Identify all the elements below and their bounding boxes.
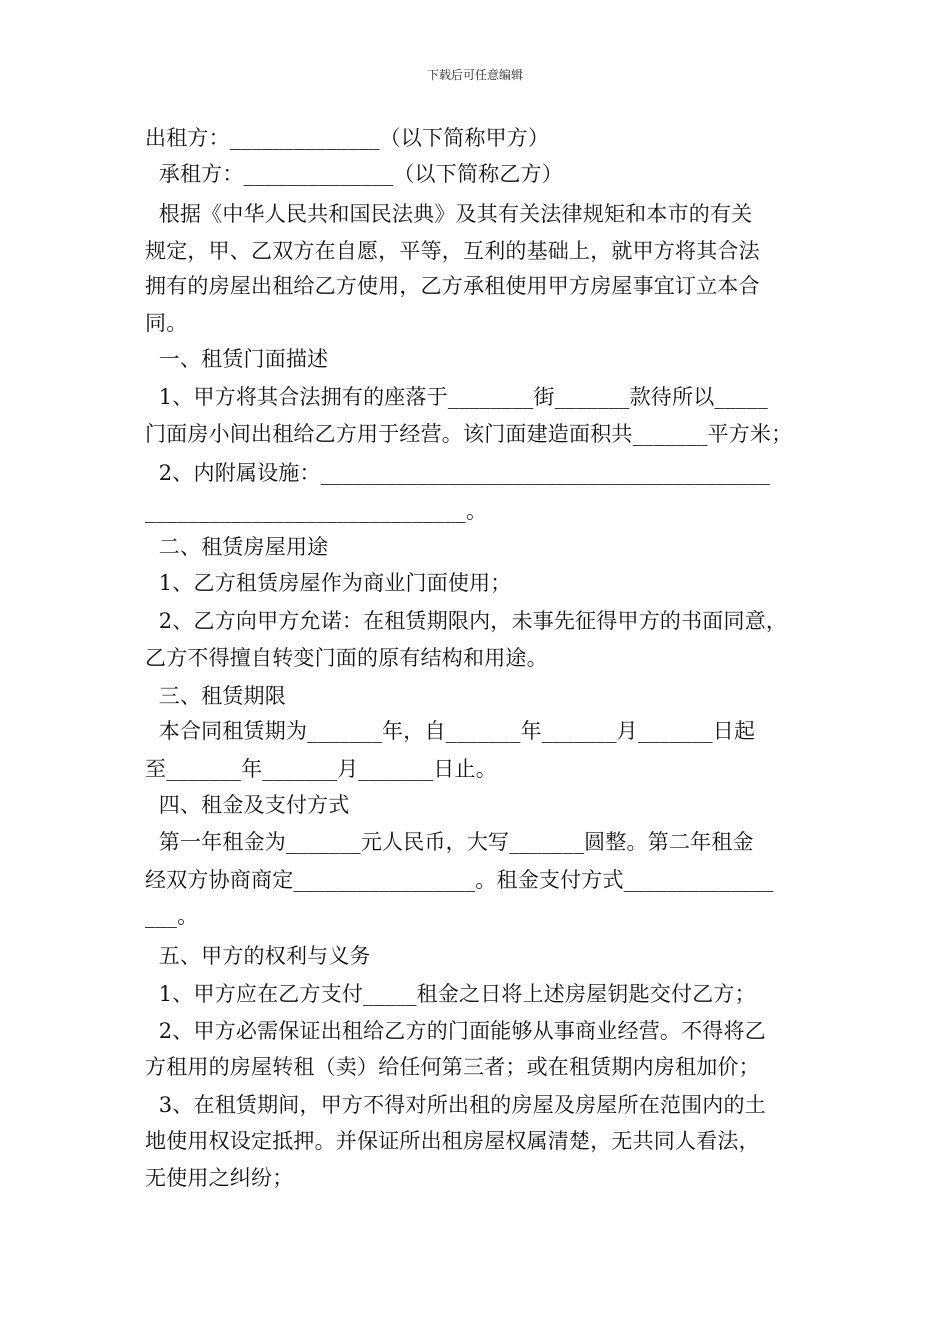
text-line: 1、甲方应在乙方支付_____租金之日将上述房屋钥匙交付乙方； <box>145 982 756 1006</box>
text-line: ___。 <box>145 904 199 928</box>
page-header: 下载后可任意编辑 <box>426 68 523 82</box>
text-line: 第一年租金为_______元人民币，大写_______圆整。第二年租金 <box>145 830 754 854</box>
text-line: 二、租赁房屋用途 <box>145 535 329 559</box>
text-line: 规定，甲、乙双方在自愿，平等，互利的基础上，就甲方将其合法 <box>145 239 760 263</box>
text-line: 四、租金及支付方式 <box>145 793 350 817</box>
text-line: 2、甲方必需保证出租给乙方的门面能够从事商业经营。不得将乙 <box>145 1019 766 1043</box>
text-line: 方租用的房屋转租（卖）给任何第三者；或在租赁期内房租加价； <box>145 1055 760 1079</box>
text-line: 经双方协商商定_________________。租金支付方式______________ <box>145 868 774 892</box>
text-line: 1、乙方租赁房屋作为商业门面使用； <box>145 571 512 595</box>
text-line: 门面房小间出租给乙方用于经营。该门面建造面积共_______平方米； <box>145 422 793 446</box>
text-line: 根据《中华人民共和国民法典》及其有关法律规矩和本市的有关 <box>145 202 753 226</box>
text-line: 至_______年_______月_______日止。 <box>145 757 497 781</box>
text-line: 1、甲方将其合法拥有的座落于________街_______款待所以_____ <box>145 385 768 409</box>
text-line: ______________________________。 <box>145 499 488 523</box>
text-line: 承租方：______________（以下简称乙方） <box>145 162 563 186</box>
text-line: 无使用之纠纷； <box>145 1166 294 1190</box>
text-line: 2、乙方向甲方允诺：在租赁期限内，未事先征得甲方的书面同意， <box>145 609 788 633</box>
text-line: 本合同租赁期为_______年，自_______年_______月_______日起 <box>145 719 756 743</box>
text-line: 2、内附属设施：__________________________________________ <box>145 461 771 485</box>
text-line: 拥有的房屋出租给乙方使用，乙方承租使用甲方房屋事宜订立本合 <box>145 274 760 298</box>
text-line: 五、甲方的权利与义务 <box>145 944 371 968</box>
text-line: 3、在租赁期间，甲方不得对所出租的房屋及房屋所在范围内的土 <box>145 1093 766 1117</box>
text-line: 同。 <box>145 311 188 335</box>
text-line: 出租方：______________（以下简称甲方） <box>145 126 550 150</box>
text-line: 地使用权设定抵押。并保证所出租房屋权属清楚，无共同人看法， <box>145 1129 760 1153</box>
text-line: 乙方不得擅自转变门面的原有结构和用途。 <box>145 646 548 670</box>
text-line: 一、租赁门面描述 <box>145 347 329 371</box>
text-line: 三、租赁期限 <box>145 684 286 708</box>
